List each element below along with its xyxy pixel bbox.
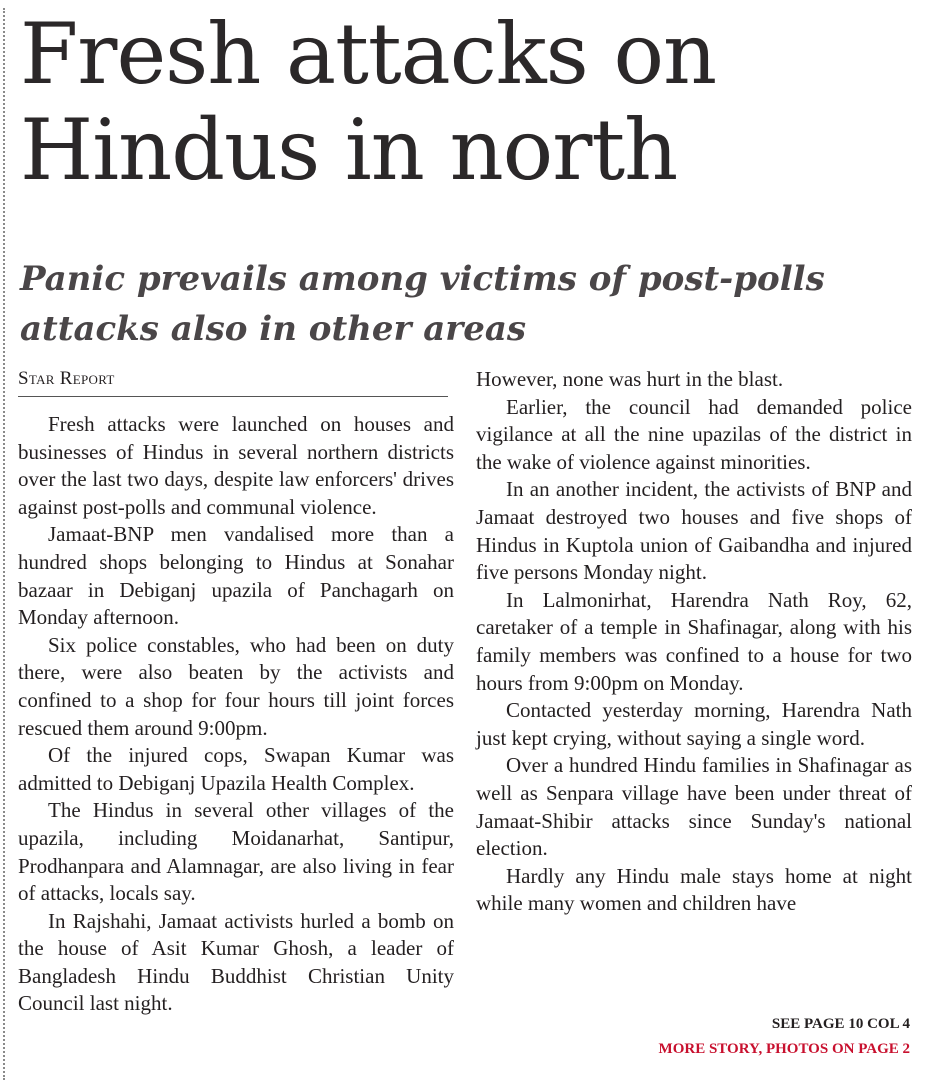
jump-see-page: SEE PAGE 10 COL 4 <box>771 1016 910 1032</box>
article-column-2 <box>476 366 912 918</box>
paragraph: Earlier, the council had demanded police vigilance at all the nine upazilas of the district in the wake of violence against minorities. <box>476 394 912 474</box>
subheadline-line-1: Panic prevails among victims of post-polls <box>20 259 825 299</box>
paragraph: Contacted yesterday morning, Harendra Nath just kept crying, without saying a single word. <box>476 698 912 750</box>
byline: Star Report <box>18 366 448 397</box>
paragraph: The Hindus in several other villages of the upazila, including Moidanarhat, Santipur, Prodhanpara and Alamnagar, are also living in fear of attacks, locals say. <box>18 798 454 906</box>
paragraph: Jamaat-BNP men vandalised more than a hundred shops belonging to Hindus at Sonahar bazaar in Debiganj upazila of Panchagarh on Monday afternoon. <box>18 522 454 630</box>
jump-more-story: MORE STORY, PHOTOS ON PAGE 2 <box>658 1041 910 1057</box>
paragraph: Over a hundred Hindu families in Shafinagar as well as Senpara village have been under threat of Jamaat-Shibir attacks since Sunday's national election. <box>476 753 912 861</box>
subheadline <box>20 254 920 354</box>
paragraph: Six police constables, who had been on duty there, were also beaten by the activists and confined to a shop for four hours till joint forces rescued them around 9:00pm. <box>18 632 454 740</box>
paragraph: In an another incident, the activists of BNP and Jamaat destroyed two houses and five shops of Hindus in Kuptola union of Gaibandha and injured five persons Monday night. <box>476 477 912 585</box>
article-column-1 <box>18 366 454 1018</box>
paragraph: Of the injured cops, Swapan Kumar was admitted to Debiganj Upazila Health Complex. <box>18 743 454 795</box>
paragraph: Hardly any Hindu male stays home at night while many women and children have <box>476 863 912 916</box>
paragraph: Fresh attacks were launched on houses and businesses of Hindus in several northern districts over the last two days, despite law enforcers' drives against post-polls and communal violence. <box>18 412 454 519</box>
subheadline-line-2: attacks also in other areas <box>20 309 527 349</box>
headline-line-2: Hindus in north <box>20 101 678 199</box>
headline-line-1: Fresh attacks on <box>20 5 717 103</box>
paragraph: In Rajshahi, Jamaat activists hurled a bomb on the house of Asit Kumar Ghosh, a leader of Bangladesh Hindu Buddhist Christian Unity Council last night. <box>18 908 454 1016</box>
headline <box>20 6 920 198</box>
paragraph: In Lalmonirhat, Harendra Nath Roy, 62, caretaker of a temple in Shafinagar, along with his family members was confined to a house for two hours from 9:00pm on Monday. <box>476 587 912 695</box>
paragraph-continuation: However, none was hurt in the blast. <box>476 367 784 391</box>
column-rule-dotted <box>3 8 5 1080</box>
